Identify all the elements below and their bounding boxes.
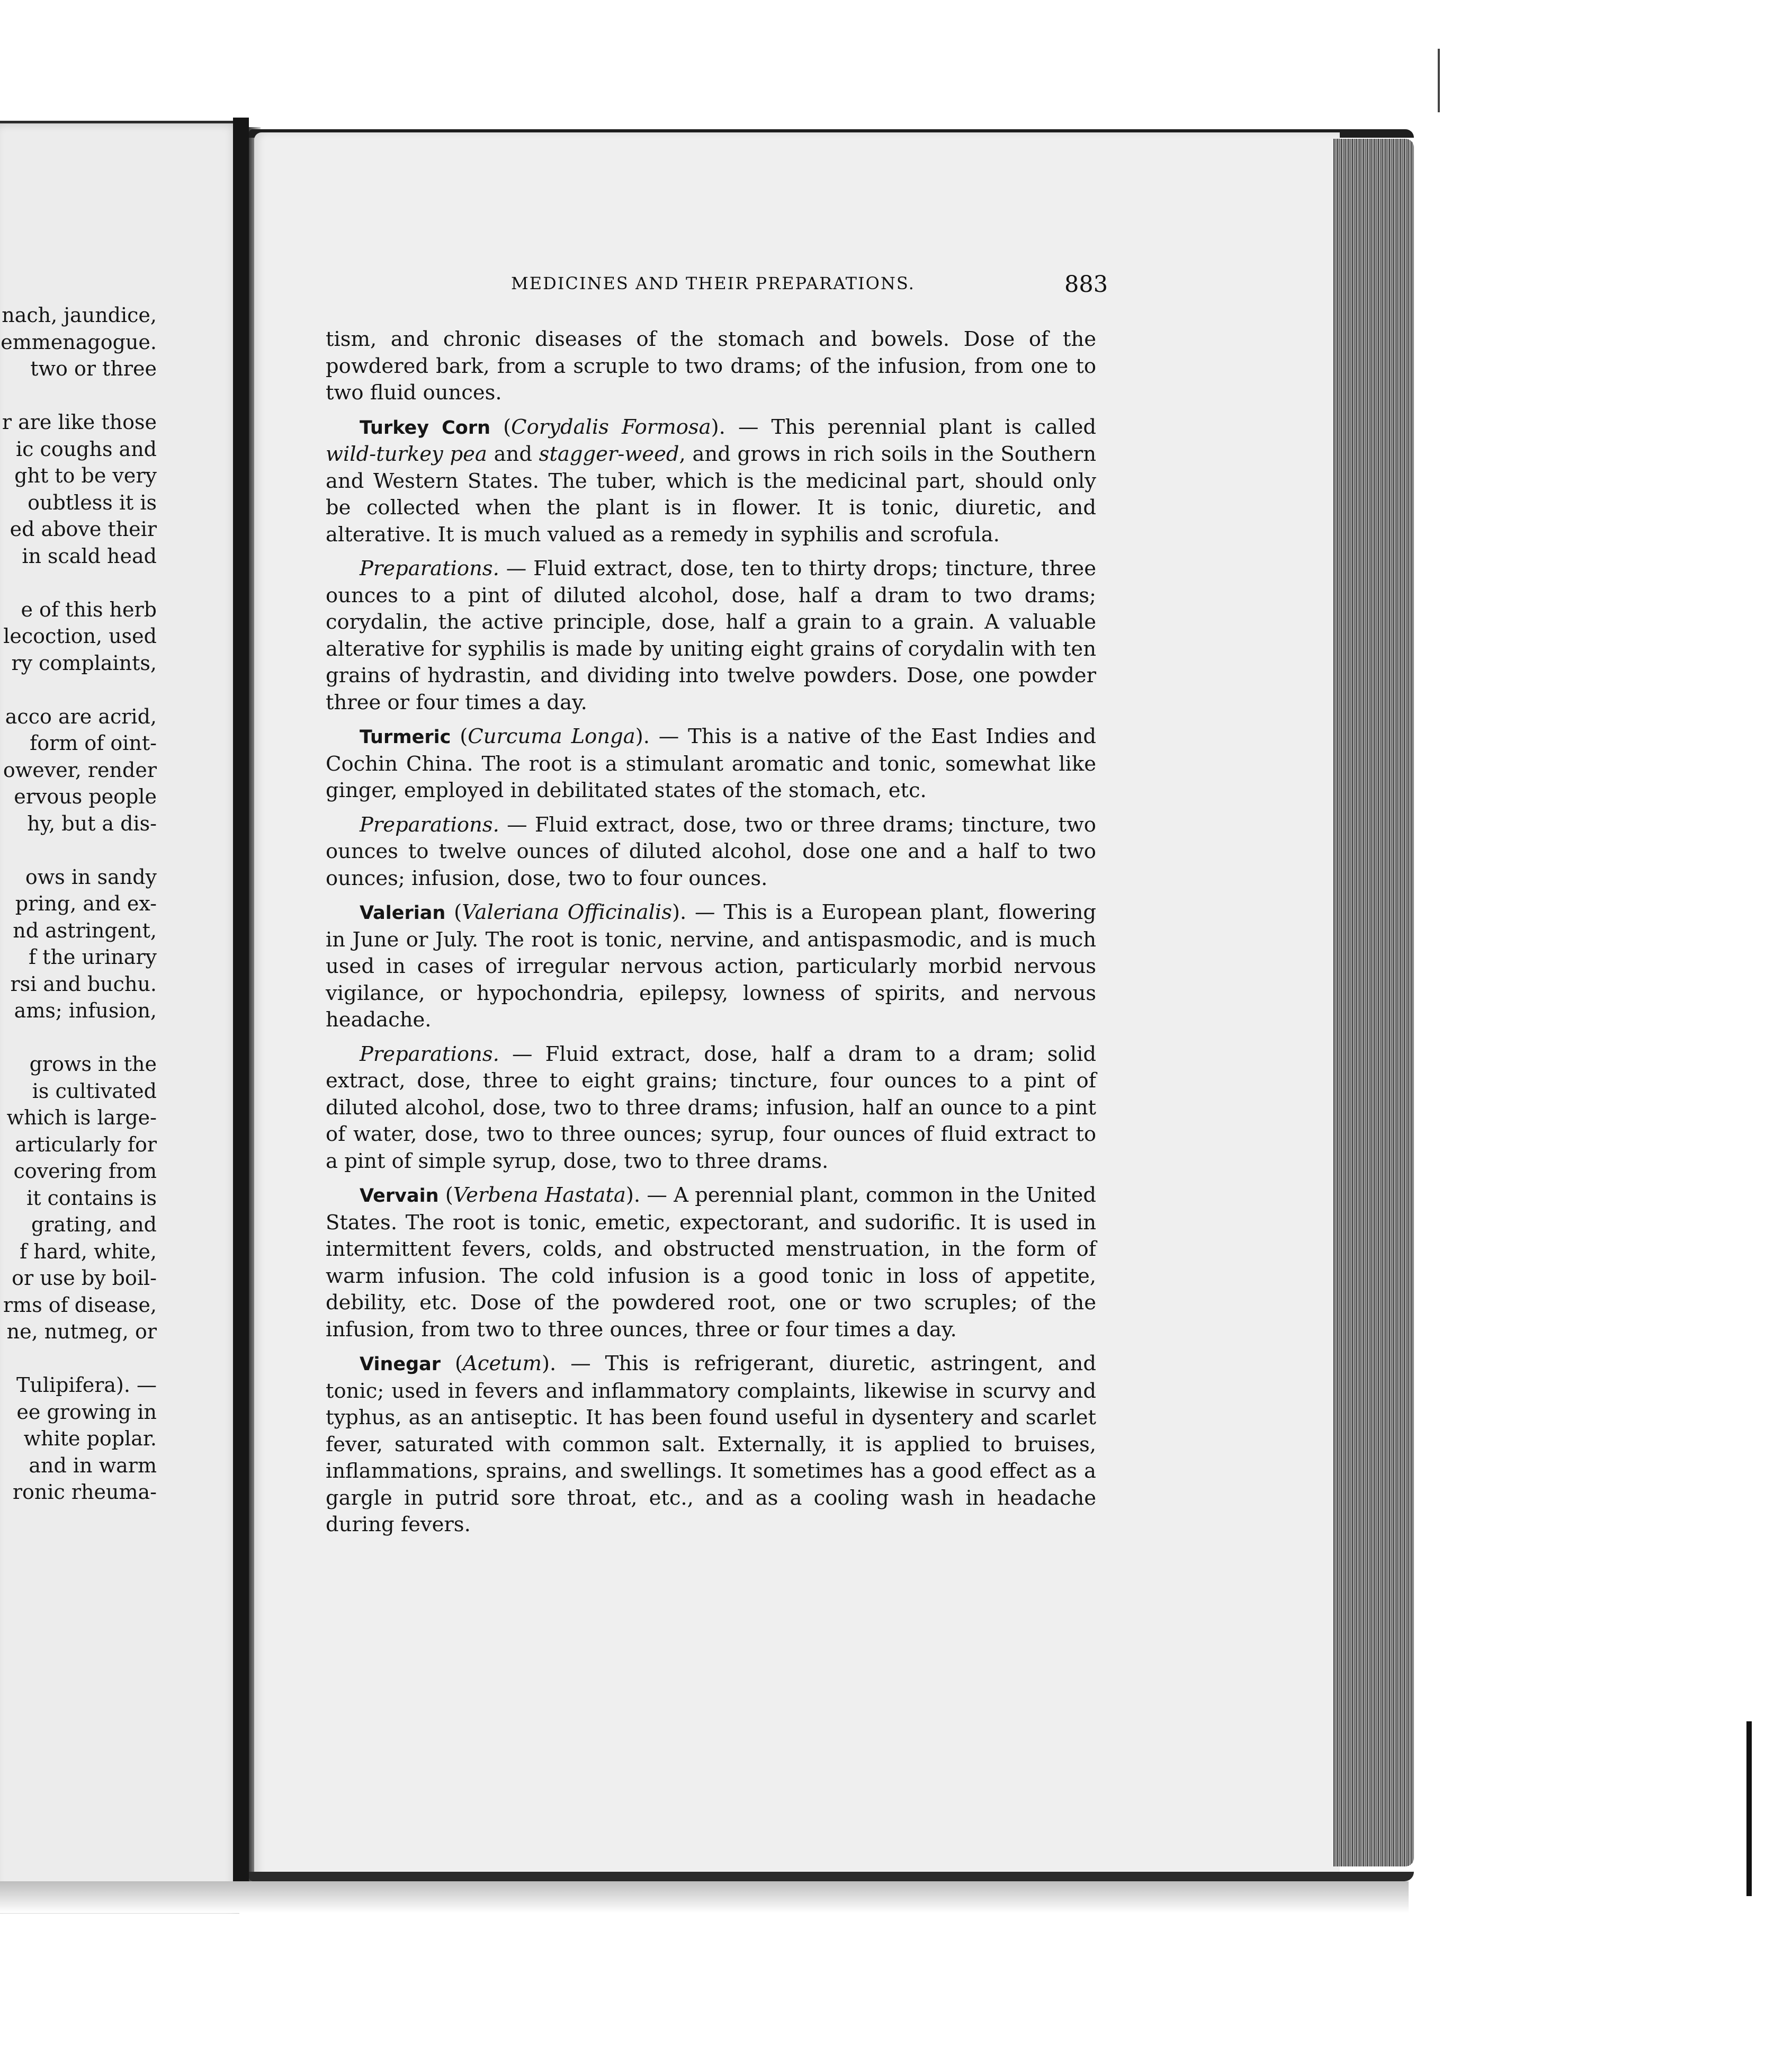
left-page-line: grows in the [29, 1052, 157, 1076]
left-page-line: nd astringent, [13, 918, 157, 942]
entry-vinegar: Vinegar (Acetum). — This is refrigerant, diuretic, astringent, and tonic; used in fevers and inflammatory complaints, likewise in scurvy and typhus, as an antiseptic. It has been found useful in dysentery and scarlet fever, saturated with common salt. Externally, it is applied to bruises, inflammations, sprains, and swellings. It sometimes has a good effect as a gargle in putrid sore throat, etc., and as a cooling wash in headache during fevers. [326, 1352, 1097, 1536]
left-page-line: hy, but a dis- [27, 811, 157, 835]
left-page-line: which is large- [6, 1106, 157, 1129]
left-page-line: owever, render [3, 758, 157, 782]
entry-text: ). — This is a native of the East Indies and Cochin China. The root is a stimulant aromatic and tonic, somewhat like ginger, employed in debilitated states of the stomach, etc. [326, 725, 1096, 802]
preparations-label: Preparations. [360, 812, 499, 837]
left-page-line: ed above their [10, 517, 157, 541]
entry-text: and [487, 442, 539, 466]
left-page-line: ry complaints, [11, 651, 157, 675]
right-page-body [326, 326, 1096, 1546]
left-page-line: or use by boil- [12, 1266, 157, 1290]
left-page-line: rsi and buchu. [10, 972, 157, 996]
running-header: MEDICINES AND THEIR PREPARATIONS. [511, 273, 915, 293]
cover-bottom-edge [249, 1872, 1414, 1881]
left-page-line: ne, nutmeg, or [6, 1320, 157, 1343]
paragraph-continuation: tism, and chronic diseases of the stomach and bowels. Dose of the powdered bark, from a scruple to two drams; of the infusion, from one to two fluid ounces. [326, 327, 1096, 405]
left-page-line: lecoction, used [3, 624, 157, 648]
entry-term: Vinegar [360, 1354, 441, 1375]
preparations-text: — Fluid extract, dose, two or three drams; tincture, two ounces to twelve ounces of diluted alcohol, dose one and a half to two ounces; infusion, dose, two to four ounces. [326, 812, 1096, 890]
entry-term: Turmeric [360, 727, 451, 748]
alias-name: wild-turkey pea [326, 442, 487, 466]
entry-term: Vervain [360, 1185, 439, 1207]
left-page-line: form of oint- [30, 731, 157, 755]
latin-name: Acetum [463, 1352, 542, 1375]
left-page-line: in scald head [22, 544, 157, 568]
left-page-line: ows in sandy [25, 865, 157, 889]
left-page-line: grating, and [31, 1213, 157, 1236]
entry-text: ). — This perennial plant is called [711, 415, 1097, 439]
left-page-line: ic coughs and [16, 437, 157, 461]
left-page-line: it contains is [26, 1186, 157, 1210]
left-page-line: ams; infusion, [14, 999, 157, 1022]
book-spine [233, 118, 249, 1913]
entry-valerian: Valerian (Valeriana Officinalis). — This is a European plant, flowering in June or July. The root is tonic, nervine, and antispasmodic, and is much used in cases of irregular nervous action, particularly morbid nervous vigilance, or hypochondria, epilepsy, lowness of spirits, and nervous headache. [326, 900, 1097, 1032]
entry-text: ). — A perennial plant, common in the United States. The root is tonic, emetic, expectorant, and sudorific. It is used in intermittent fevers, colds, and obstructed menstruation, in the form of warm infusion. The cold infusion is a good tonic in loss of appetite, debility, etc. Dose of the powdered root, one or two scruples; of the infusion, from two to three ounces, three or four times a day. [326, 1183, 1096, 1342]
latin-name: Valeriana Officinalis [462, 900, 672, 924]
entry-turkey-corn: Turkey Corn (Corydalis Formosa). — This perennial plant is called wild-turkey pea and stagger-weed, and grows in rich soils in the Southern and Western States. The tuber, which is the medicinal part, should only be collected when the plant is in flower. It is tonic, diuretic, and alterative. It is much valued as a remedy in syphilis and scrofula. [326, 415, 1097, 547]
latin-name: Curcuma Longa [468, 725, 635, 748]
alias-name: stagger-weed [539, 442, 679, 466]
scan-artifact [1746, 1721, 1752, 1896]
left-page-line: and in warm [29, 1453, 157, 1477]
entry-text: ). — This is a European plant, flowering in June or July. The root is tonic, nervine, and antispasmodic, and is much used in cases of irregular nervous action, particularly morbid nervous vigilance, or hypochondria, epilepsy, lowness of spirits, and nervous headache. [326, 900, 1097, 1032]
left-page-text [0, 302, 157, 1637]
preparations-turmeric [326, 812, 1096, 892]
left-page-line: acco are acrid, [5, 704, 157, 728]
left-page-line: is cultivated [32, 1079, 157, 1103]
left-page-line: ee growing in [16, 1400, 157, 1424]
latin-name: Corydalis Formosa [511, 415, 711, 439]
left-page-line: e of this herb [21, 597, 157, 621]
left-page-line: white poplar. [23, 1427, 157, 1450]
entry-text: ). — This is refrigerant, diuretic, astringent, and tonic; used in fevers and inflammatory complaints, likewise in scurvy and typhus, as an antiseptic. It has been found useful in dysentery and scarlet fever, saturated with common salt. Externally, it is applied to bruises, inflammations, sprains, and swellings. It sometimes has a good effect as a gargle in putrid sore throat, etc., and as a cooling wash in headache during fevers. [326, 1352, 1097, 1536]
left-page-line: ght to be very [14, 464, 157, 487]
entry-text: , and grows in rich soils in the Southern and Western States. The tuber, which is the medicinal part, should only be collected when the plant is in flower. It is tonic, diuretic, and alterative. It is much valued as a remedy in syphilis and scrofula. [326, 442, 1096, 547]
left-page-line: articularly for [15, 1132, 157, 1156]
left-page-line: nach, jaundice, [2, 303, 157, 327]
entry-turmeric: Turmeric (Curcuma Longa). — This is a native of the East Indies and Cochin China. The root is a stimulant aromatic and tonic, somewhat like ginger, employed in debilitated states of the stomach, etc. [326, 725, 1096, 802]
left-page-line: covering from [13, 1159, 157, 1183]
preparations-turkey-corn [326, 556, 1096, 716]
preparations-label: Preparations. [360, 1042, 499, 1066]
left-page-line: two or three [30, 357, 157, 380]
preparations-label: Preparations. [360, 557, 499, 580]
book-shadow [0, 1881, 1409, 1913]
page-edges [1333, 139, 1414, 1866]
left-page-line: oubtless it is [28, 490, 157, 514]
entry-term: Valerian [360, 903, 446, 924]
left-page-line: f hard, white, [20, 1239, 157, 1263]
entry-vervain: Vervain (Verbena Hastata). — A perennial plant, common in the United States. The root is tonic, emetic, expectorant, and sudorific. It is used in intermittent fevers, colds, and obstructed menstruation, in the form of warm infusion. The cold infusion is a good tonic in loss of appetite, debility, etc. Dose of the powdered root, one or two scruples; of the infusion, from two to three ounces, three or four times a day. [326, 1183, 1096, 1342]
preparations-valerian [326, 1041, 1096, 1175]
left-page-line: f the urinary [28, 945, 157, 969]
preparations-text: — Fluid extract, dose, half a dram to a dram; solid extract, dose, three to eight grains; tincture, four ounces to a pint of diluted alcohol, dose, two to three drams; infusion, half an ounce to a pint of water, dose, two to three ounces; syrup, four ounces of fluid extract to a pint of simple syrup, dose, two to three drams. [326, 1042, 1096, 1173]
latin-name: Verbena Hastata [453, 1183, 626, 1207]
entry-term: Turkey Corn [360, 417, 491, 439]
preparations-text: — Fluid extract, dose, ten to thirty drops; tincture, three ounces to a pint of diluted alcohol, dose, half a dram to two drams; corydalin, the active principle, dose, half a grain to a grain. A valuable alterative for syphilis is made by uniting eight grains of corydalin with ten grains of hydrastin, and dividing into twelve powders. Dose, one powder three or four times a day. [326, 557, 1096, 714]
left-page-line: emmenagogue. [1, 330, 157, 354]
left-page-line: pring, and ex- [15, 892, 157, 915]
left-page-line: ronic rheuma- [12, 1480, 157, 1504]
left-page-line: ervous people [14, 785, 157, 808]
scan-artifact-top [1438, 49, 1440, 112]
left-page-line: r are like those [2, 410, 157, 434]
page-number: 883 [1064, 271, 1108, 298]
left-page-line: rms of disease, [3, 1293, 157, 1317]
left-page-line: Tulipifera). — [16, 1373, 157, 1397]
